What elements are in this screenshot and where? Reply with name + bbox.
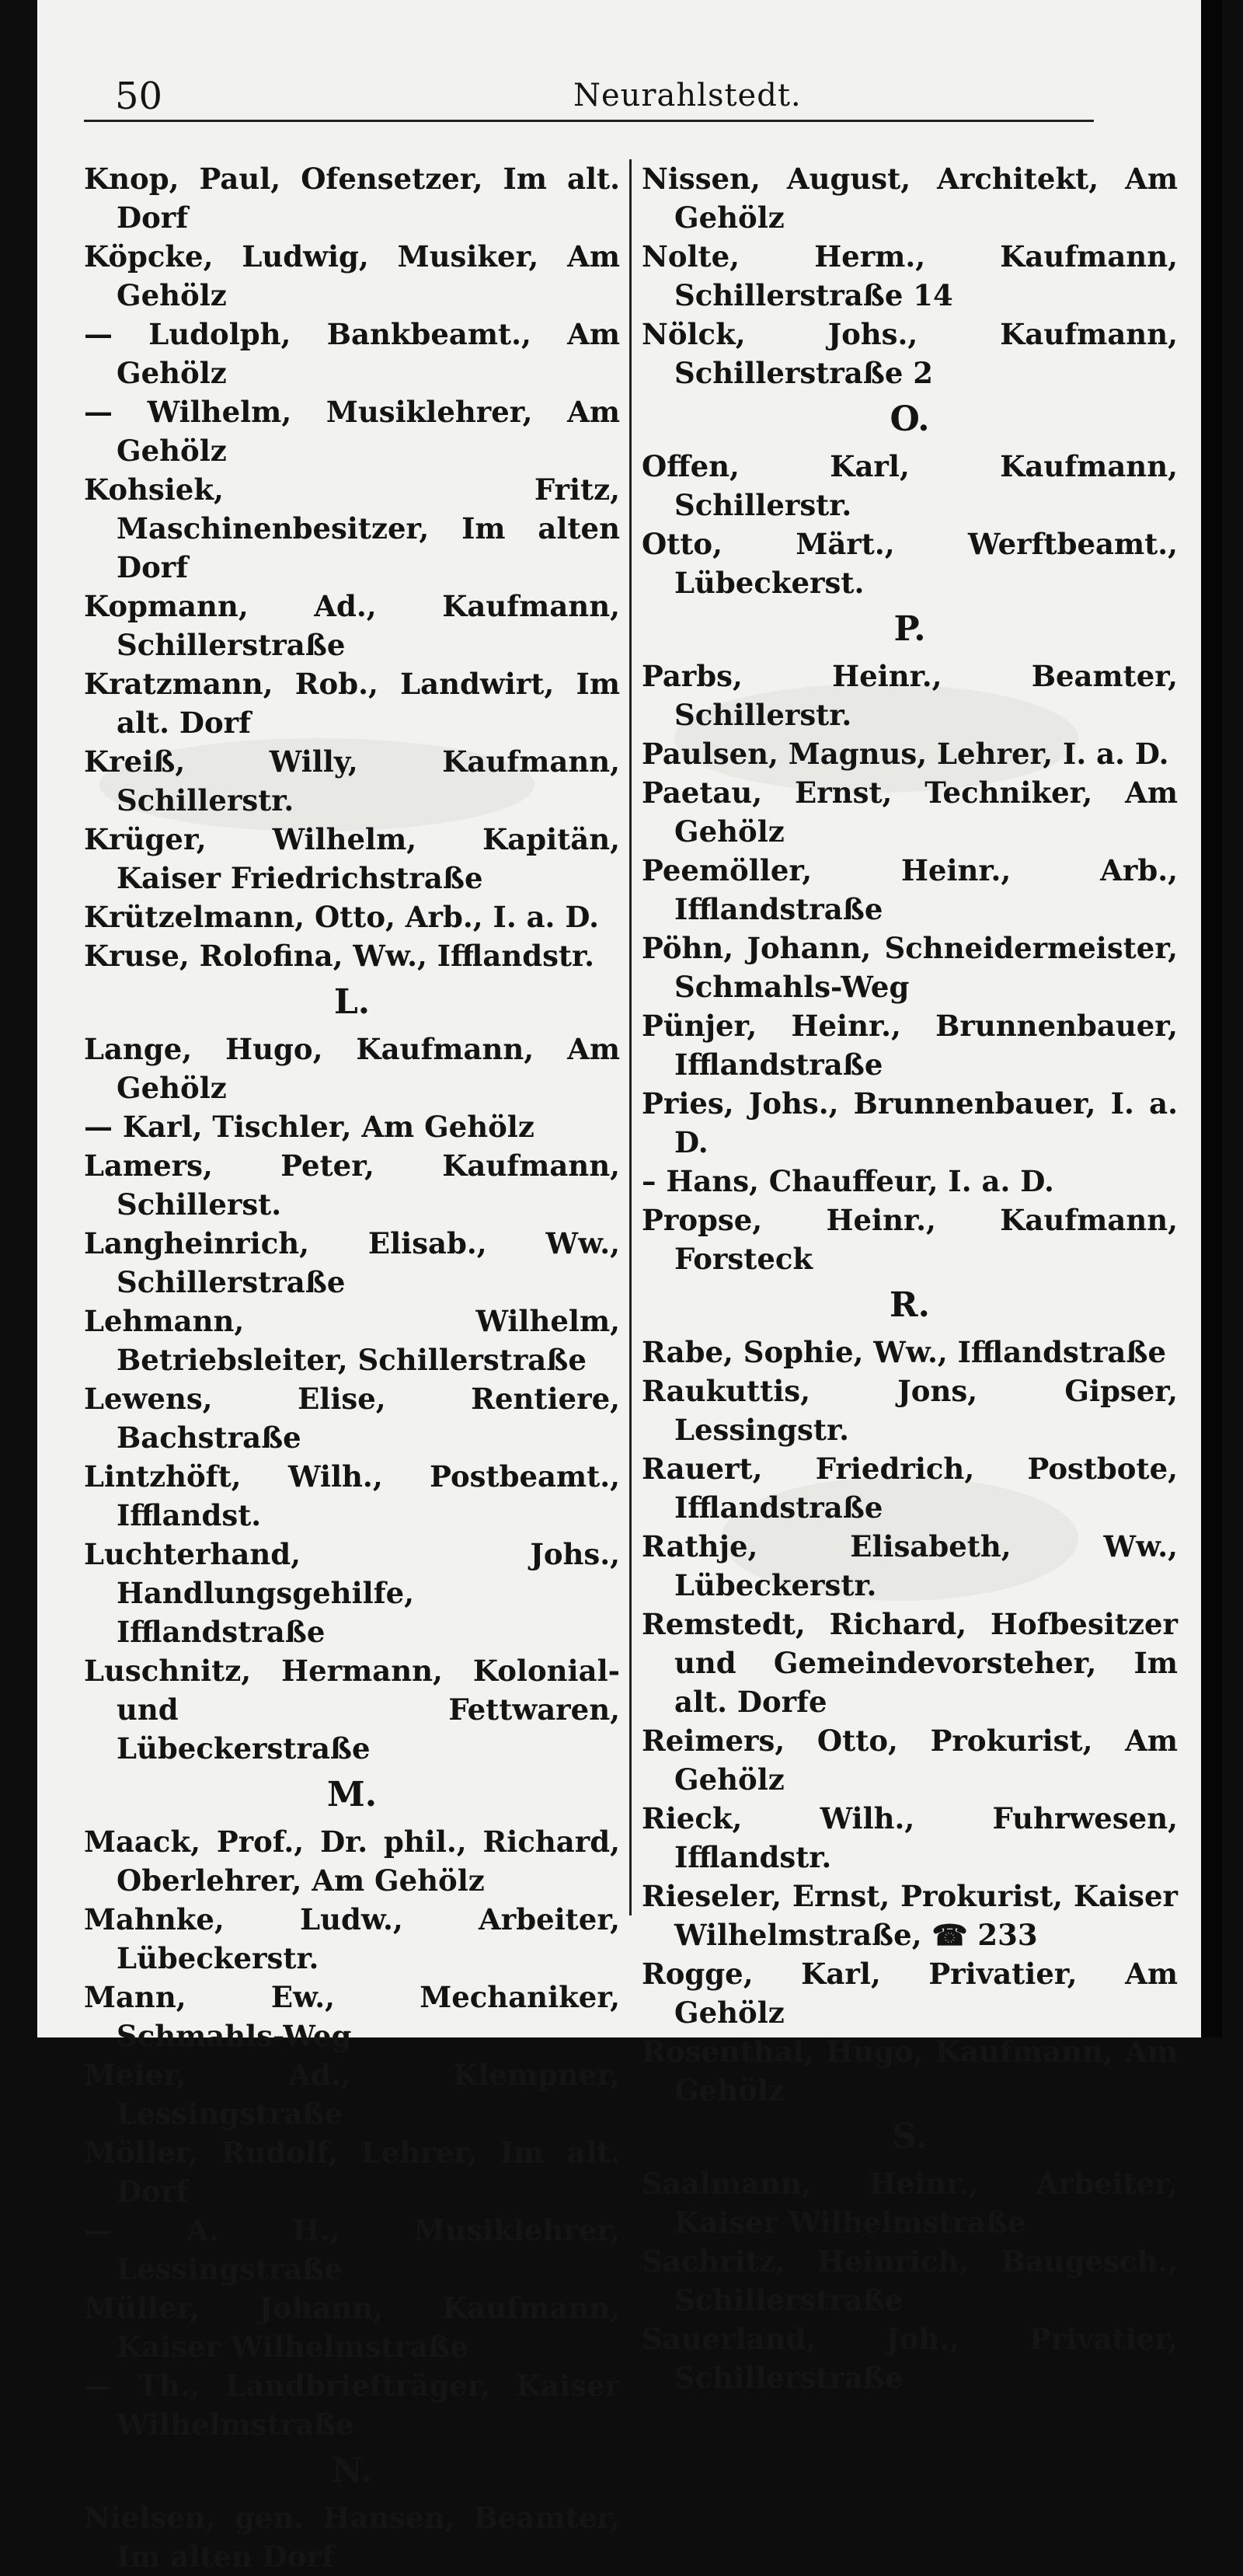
directory-entry: Krüger, Wilhelm, Kapitän, Kaiser Friedrichstraße <box>84 822 620 895</box>
directory-entry: Langheinrich, Elisab., Ww., Schillerstraße <box>84 1226 620 1299</box>
directory-entry: Nissen, August, Architekt, Am Gehölz <box>642 162 1178 235</box>
directory-entry: Nölck, Johs., Kaufmann, Schillerstraße 2 <box>642 317 1178 390</box>
directory-entry: Kohsiek, Fritz, Maschinenbesitzer, Im alten Dorf <box>84 472 620 584</box>
section-letter: L. <box>333 982 371 1022</box>
directory-entry: Rauert, Friedrich, Postbote, Ifflandstraße <box>642 1452 1178 1525</box>
directory-entry: Nielsen, gen. Hansen, Beamter, Im alten Dorf <box>84 2501 620 2574</box>
directory-entry: Peemöller, Heinr., Arb., Ifflandstraße <box>642 853 1178 926</box>
section-letter: S. <box>892 2117 928 2156</box>
directory-entry: Sauerland, Joh., Privatier, Schillerstraße <box>642 2322 1178 2395</box>
section-letter: P. <box>893 609 926 649</box>
directory-entry: Rabe, Sophie, Ww., Ifflandstraße <box>642 1335 1167 1369</box>
directory-entry: Pünjer, Heinr., Brunnenbauer, Ifflandstraße <box>642 1009 1178 1082</box>
directory-entry: Saalmann, Heinr., Arbeiter, Kaiser Wilhelmstraße <box>642 2166 1178 2240</box>
section-letter: R. <box>890 1285 930 1325</box>
section-letter: O. <box>890 399 930 439</box>
directory-entry: Kreiß, Willy, Kaufmann, Schillerstr. <box>84 744 620 817</box>
directory-entry: Sachritz, Heinrich, Baugesch., Schillerstraße <box>642 2244 1178 2317</box>
directory-entry: Rosenthal, Hugo, Kaufmann, Am Gehölz <box>642 2034 1178 2107</box>
directory-entry: Müller, Johann, Kaufmann, Kaiser Wilhelmstraße <box>84 2291 620 2364</box>
directory-entry: Paulsen, Magnus, Lehrer, I. a. D. <box>642 737 1169 771</box>
directory-entry: – Hans, Chauffeur, I. a. D. <box>642 1164 1054 1198</box>
section-letter: N. <box>331 2451 373 2491</box>
directory-entry: Luschnitz, Hermann, Kolonial- und Fettwaren, Lübeckerstraße <box>84 1654 620 1766</box>
directory-entry: Lehmann, Wilhelm, Betriebsleiter, Schillerstraße <box>84 1304 620 1377</box>
directory-entry: — A. H., Musiklehrer, Lessingstraße <box>84 2213 620 2286</box>
running-head: Neurahlstedt. <box>573 78 802 113</box>
directory-entry: Rathje, Elisabeth, Ww., Lübeckerstr. <box>642 1529 1178 1602</box>
directory-page <box>37 0 1222 2574</box>
page-header <box>84 75 1094 118</box>
section-letter: M. <box>326 1775 378 1814</box>
directory-entry: Köpcke, Ludwig, Musiker, Am Gehölz <box>84 239 620 312</box>
directory-entry: Raukuttis, Jons, Gipser, Lessingstr. <box>642 1374 1178 1447</box>
directory-entry: Kratzmann, Rob., Landwirt, Im alt. Dorf <box>84 667 620 740</box>
column-divider <box>629 159 632 1915</box>
directory-entry: Pöhn, Johann, Schneidermeister, Schmahls-Weg <box>642 931 1178 1004</box>
directory-entry: Otto, Märt., Werftbeamt., Lübeckerst. <box>642 527 1178 600</box>
directory-entry: Pries, Johs., Brunnenbauer, I. a. D. <box>642 1086 1178 1159</box>
directory-entry: Kruse, Rolofina, Ww., Ifflandstr. <box>84 939 594 973</box>
directory-entry: — Wilhelm, Musiklehrer, Am Gehölz <box>84 395 620 468</box>
header-rule <box>84 120 1094 122</box>
directory-entry: Knop, Paul, Ofensetzer, Im alt. Dorf <box>84 162 620 235</box>
directory-entry: Offen, Karl, Kaufmann, Schillerstr. <box>642 449 1178 522</box>
directory-entry: Paetau, Ernst, Techniker, Am Gehölz <box>642 776 1178 849</box>
scan-edge <box>1201 0 1222 2037</box>
directory-entry: Rieseler, Ernst, Prokurist, Kaiser Wilhelmstraße, ☎ 233 <box>642 1879 1178 1952</box>
directory-entry: Remstedt, Richard, Hofbesitzer und Gemeindevorsteher, Im alt. Dorfe <box>642 1607 1178 1719</box>
directory-entry: — Th., Landbriefträger, Kaiser Wilhelmstraße <box>84 2369 620 2442</box>
directory-entry: Rieck, Wilh., Fuhrwesen, Ifflandstr. <box>642 1801 1178 1874</box>
directory-entry: Lamers, Peter, Kaufmann, Schillerst. <box>84 1149 620 1222</box>
directory-entry: Reimers, Otto, Prokurist, Am Gehölz <box>642 1724 1178 1797</box>
directory-entry: Möller, Rudolf, Lehrer, Im alt. Dorf <box>84 2135 620 2208</box>
directory-entry: Meier, Ad., Klempner, Lessingstraße <box>84 2058 620 2131</box>
directory-entry: Lintzhöft, Wilh., Postbeamt., Ifflandst. <box>84 1459 620 1532</box>
right-column <box>642 159 1178 2397</box>
directory-entry: Kopmann, Ad., Kaufmann, Schillerstraße <box>84 589 620 662</box>
directory-entry: Mann, Ew., Mechaniker, Schmahls-Weg <box>84 1980 620 2053</box>
directory-entry: Propse, Heinr., Kaufmann, Forsteck <box>642 1203 1178 1276</box>
directory-entry: Rogge, Karl, Privatier, Am Gehölz <box>642 1957 1178 2030</box>
directory-entry: Nolte, Herm., Kaufmann, Schillerstraße 14 <box>642 239 1178 312</box>
left-column <box>84 159 620 2576</box>
directory-entry: — Ludolph, Bankbeamt., Am Gehölz <box>84 317 620 390</box>
directory-entry: Mahnke, Ludw., Arbeiter, Lübeckerstr. <box>84 1902 620 1975</box>
directory-entry: Lange, Hugo, Kaufmann, Am Gehölz <box>84 1032 620 1105</box>
directory-entry: Maack, Prof., Dr. phil., Richard, Oberlehrer, Am Gehölz <box>84 1825 620 1898</box>
directory-entry: Luchterhand, Johs., Handlungsgehilfe, Ifflandstraße <box>84 1537 620 1649</box>
page-number: 50 <box>115 75 163 118</box>
directory-entry: Krützelmann, Otto, Arb., I. a. D. <box>84 900 599 934</box>
directory-entry: Parbs, Heinr., Beamter, Schillerstr. <box>642 659 1178 732</box>
directory-entry: — Karl, Tischler, Am Gehölz <box>84 1110 534 1144</box>
directory-entry: Lewens, Elise, Rentiere, Bachstraße <box>84 1382 620 1455</box>
